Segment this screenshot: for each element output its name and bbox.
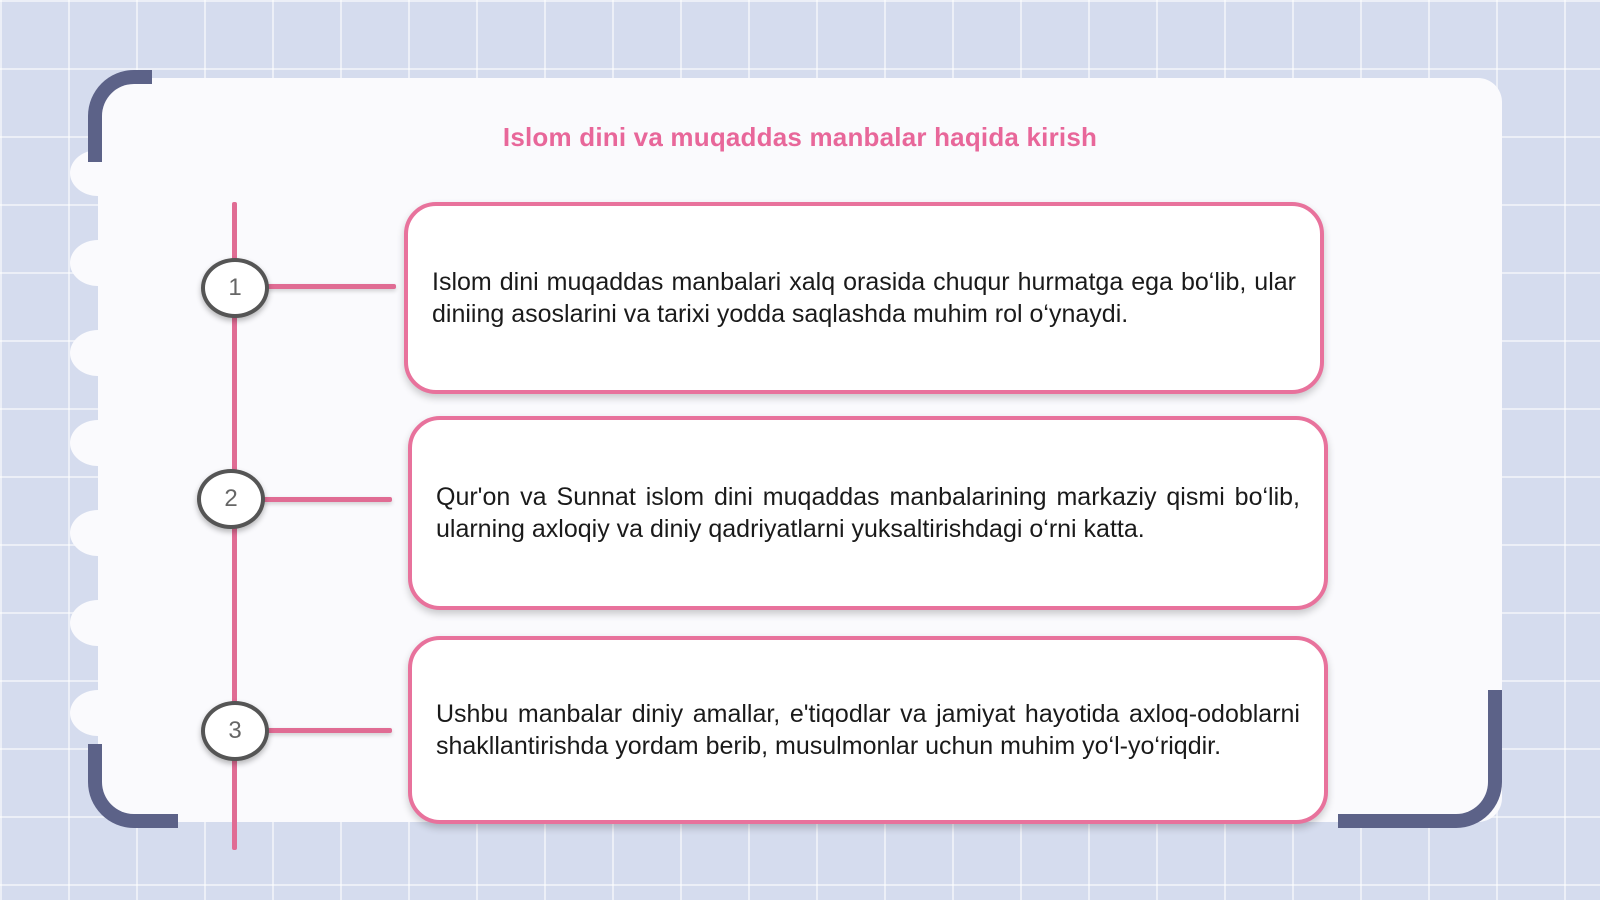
card-scallop <box>70 240 126 286</box>
slide-title: Islom dini va muqaddas manbalar haqida kirish <box>502 122 1098 152</box>
step-number-3: 3 <box>201 701 269 761</box>
step-box-3 <box>408 636 1328 824</box>
step-number-1: 1 <box>201 258 269 318</box>
corner-bracket-bottom-left <box>88 744 178 828</box>
step-box-2 <box>408 416 1328 610</box>
corner-bracket-top-left <box>88 70 152 162</box>
step-text-1: Islom dini muqaddas manbalari xalq orasida chuqur hurmatga ega bo‘lib, ular diniing asoslarini va tarixi yodda saqlashda muhim rol o‘ynaydi. <box>432 268 1296 328</box>
timeline-connector-1 <box>266 284 396 289</box>
card-scallop <box>70 600 126 646</box>
card-scallop <box>70 510 126 556</box>
card-scallop <box>70 330 126 376</box>
step-text-3: Ushbu manbalar diniy amallar, e'tiqodlar va jamiyat hayotida axloq-odoblarni shakllantirishda yordam berib, musulmonlar uchun muhim yo‘l-yo‘riqdir. <box>436 700 1300 760</box>
corner-bracket-bottom-right <box>1338 690 1502 828</box>
card-scallop <box>70 420 126 466</box>
step-text-2: Qur'on va Sunnat islom dini muqaddas manbalarining markaziy qismi bo‘lib, ularning axloqiy va diniy qadriyatlarni yuksaltirishdagi o‘rni katta. <box>436 483 1300 543</box>
card-scallop <box>70 690 126 736</box>
timeline-connector-2 <box>262 497 392 502</box>
step-number-2: 2 <box>197 469 265 529</box>
timeline-connector-3 <box>266 728 392 733</box>
step-box-1 <box>404 202 1324 394</box>
